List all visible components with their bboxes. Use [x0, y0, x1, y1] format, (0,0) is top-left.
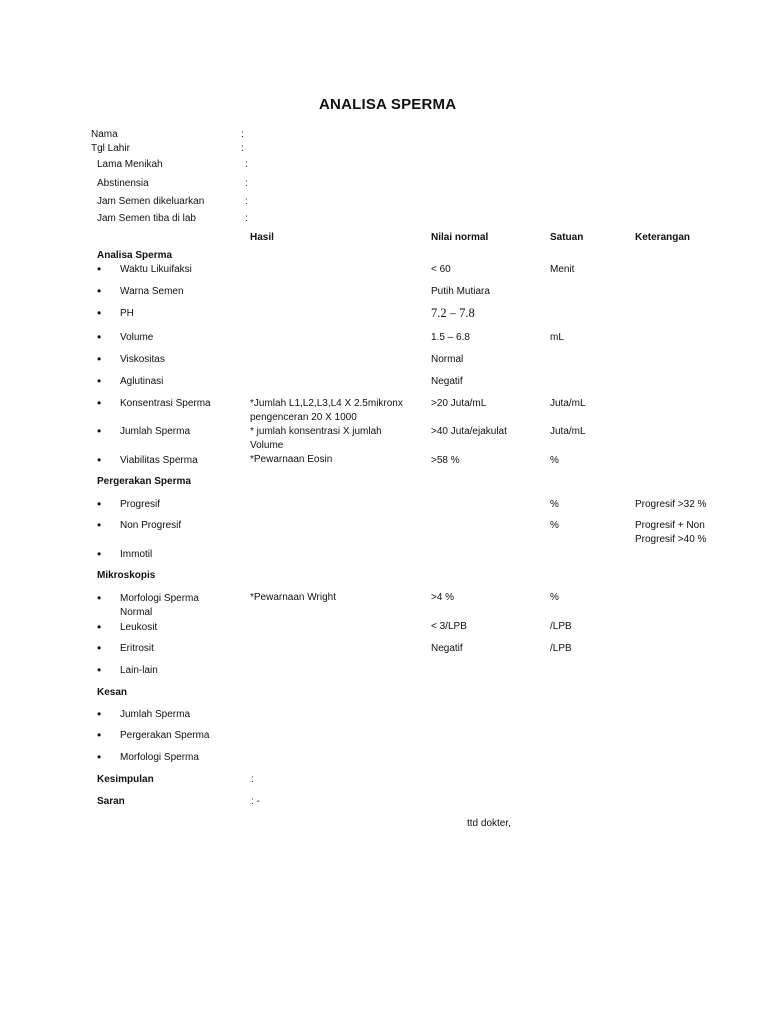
bullet-icon: •	[97, 641, 102, 655]
col-nilai-header: Nilai normal	[431, 232, 489, 243]
bullet-icon: •	[97, 620, 102, 634]
param-non-progresif: Non Progresif	[120, 520, 182, 531]
param-progresif: Progresif	[120, 499, 161, 510]
param-konsentrasi-sperma: Konsentrasi Sperma	[120, 398, 211, 409]
kesan-morfologi-sperma: Morfologi Sperma	[120, 752, 199, 763]
kesimpulan-value: :	[251, 774, 254, 785]
satuan-eritrosit: /LPB	[550, 643, 572, 654]
param-ph: PH	[120, 308, 134, 319]
section-kesan-heading: Kesan	[97, 687, 128, 698]
nilai-warna-semen: Putih Mutiara	[431, 286, 490, 297]
satuan-jumlah-sperma: Juta/mL	[550, 426, 586, 437]
saran-label: Saran	[97, 796, 125, 807]
nilai-leukosit: < 3/LPB	[431, 621, 467, 632]
bullet-icon: •	[97, 591, 102, 605]
param-eritrosit: Eritrosit	[120, 643, 154, 654]
satuan-waktu-likuifaksi: Menit	[550, 264, 575, 275]
bullet-icon: •	[97, 750, 102, 764]
tgl-lahir-label: Tgl Lahir	[91, 143, 130, 154]
param-leukosit: Leukosit	[120, 622, 158, 633]
nilai-morfologi: >4 %	[431, 592, 455, 603]
jam-keluar-colon: :	[245, 196, 248, 207]
bullet-icon: •	[97, 497, 102, 511]
satuan-konsentrasi-sperma: Juta/mL	[550, 398, 586, 409]
bullet-icon: •	[97, 306, 102, 320]
nilai-waktu-likuifaksi: < 60	[431, 264, 451, 275]
jam-keluar-label: Jam Semen dikeluarkan	[97, 196, 205, 207]
param-viabilitas-sperma: Viabilitas Sperma	[120, 455, 198, 466]
bullet-icon: •	[97, 284, 102, 298]
bullet-icon: •	[97, 330, 102, 344]
signature-line: ttd dokter,	[467, 818, 511, 829]
jam-tiba-colon: :	[245, 213, 248, 224]
param-volume: Volume	[120, 332, 154, 343]
bullet-icon: •	[97, 547, 102, 561]
kesimpulan-label: Kesimpulan	[97, 774, 154, 785]
kesan-pergerakan-sperma: Pergerakan Sperma	[120, 730, 210, 741]
hasil-viabilitas-sperma: *Pewarnaan Eosin	[250, 454, 333, 465]
param-waktu-likuifaksi: Waktu Likuifaksi	[120, 264, 192, 275]
nilai-ph: 7.2 – 7.8	[431, 306, 475, 320]
bullet-icon: •	[97, 663, 102, 677]
hasil-konsentrasi-sperma: *Jumlah L1,L2,L3,L4 X 2.5mikronx pengenceran 20 X 1000	[250, 398, 403, 423]
bullet-icon: •	[97, 352, 102, 366]
section-mikroskopis-heading: Mikroskopis	[97, 570, 156, 581]
ket-progresif: Progresif >32 %	[635, 499, 707, 510]
bullet-icon: •	[97, 728, 102, 742]
bullet-icon: •	[97, 262, 102, 276]
param-viskositas: Viskositas	[120, 354, 165, 365]
section-analisa-heading: Analisa Sperma	[97, 250, 173, 261]
nilai-jumlah-sperma: >40 Juta/ejakulat	[431, 426, 507, 437]
nilai-eritrosit: Negatif	[431, 643, 463, 654]
kesan-jumlah-sperma: Jumlah Sperma	[120, 709, 191, 720]
param-immotil: Immotil	[120, 549, 153, 560]
satuan-progresif: %	[550, 499, 559, 510]
param-warna-semen: Warna Semen	[120, 286, 184, 297]
satuan-viabilitas-sperma: %	[550, 455, 559, 466]
bullet-icon: •	[97, 424, 102, 438]
bullet-icon: •	[97, 518, 102, 532]
col-hasil-header: Hasil	[250, 232, 274, 243]
abstinensia-label: Abstinensia	[97, 178, 149, 189]
abstinensia-colon: :	[245, 178, 248, 189]
nilai-volume: 1.5 – 6.8	[431, 332, 470, 343]
lama-menikah-label: Lama Menikah	[97, 159, 163, 170]
nilai-aglutinasi: Negatif	[431, 376, 463, 387]
ket-non-progresif: Progresif + Non Progresif >40 %	[635, 520, 707, 545]
jam-tiba-label: Jam Semen tiba di lab	[97, 213, 196, 224]
hasil-morfologi: *Pewarnaan Wright	[250, 592, 336, 603]
nama-colon: :	[241, 129, 244, 140]
nilai-konsentrasi-sperma: >20 Juta/mL	[431, 398, 487, 409]
satuan-leukosit: /LPB	[550, 621, 572, 632]
nama-label: Nama	[91, 129, 118, 140]
nilai-viskositas: Normal	[431, 354, 464, 365]
satuan-volume: mL	[550, 332, 564, 343]
bullet-icon: •	[97, 374, 102, 388]
col-keterangan-header: Keterangan	[635, 232, 691, 243]
nilai-viabilitas-sperma: >58 %	[431, 455, 460, 466]
bullet-icon: •	[97, 707, 102, 721]
bullet-icon: •	[97, 453, 102, 467]
satuan-morfologi: %	[550, 592, 559, 603]
tgl-lahir-colon: :	[241, 143, 244, 154]
lama-menikah-colon: :	[245, 159, 248, 170]
saran-value: : -	[251, 796, 260, 807]
col-satuan-header: Satuan	[550, 232, 584, 243]
section-pergerakan-heading: Pergerakan Sperma	[97, 476, 191, 487]
hasil-jumlah-sperma: * jumlah konsentrasi X jumlah Volume	[250, 426, 382, 451]
param-morfologi-sperma-normal: Morfologi Sperma Normal	[120, 593, 199, 618]
param-jumlah-sperma: Jumlah Sperma	[120, 426, 191, 437]
page-title: ANALISA SPERMA	[319, 96, 457, 113]
param-lain-lain: Lain-lain	[120, 665, 158, 676]
bullet-icon: •	[97, 396, 102, 410]
satuan-non-progresif: %	[550, 520, 559, 531]
param-aglutinasi: Aglutinasi	[120, 376, 164, 387]
